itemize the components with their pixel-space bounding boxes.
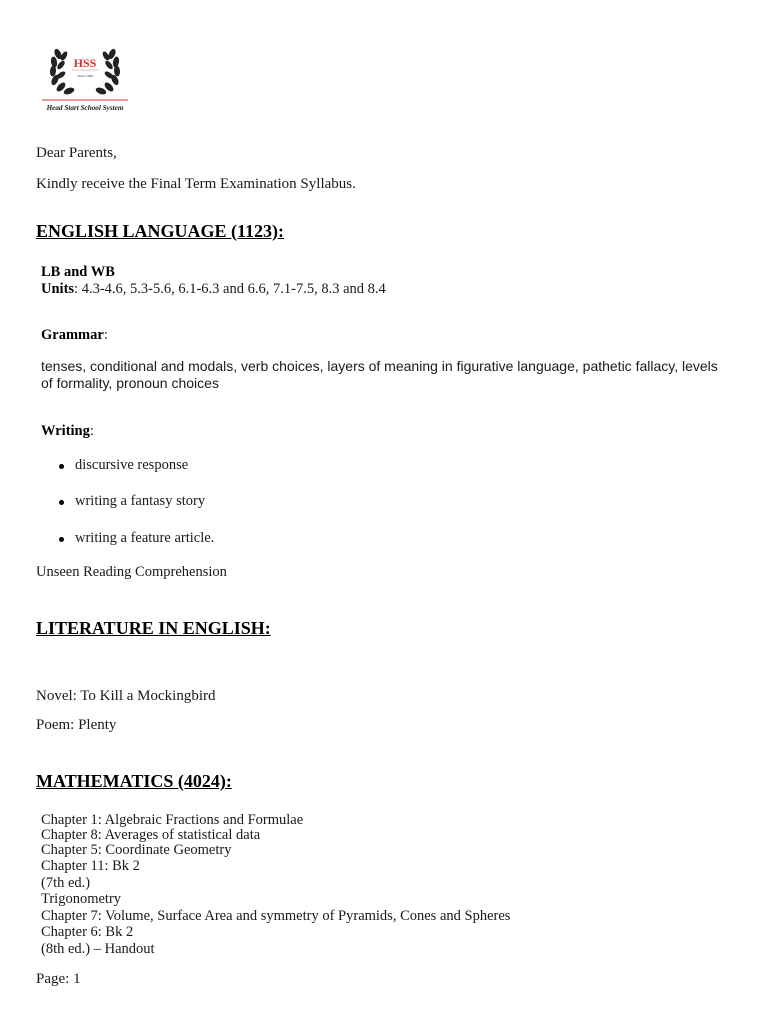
units-value: : 4.3-4.6, 5.3-5.6, 6.1-6.3 and 6.6, 7.1-7.5, 8.3 and 8.4 [74, 281, 386, 297]
greeting: Dear Parents, [36, 145, 117, 161]
logo-initials: HSS [73, 56, 97, 70]
literature-novel: Novel: To Kill a Mockingbird [36, 688, 216, 704]
grammar-colon: : [103, 327, 108, 343]
writing-label: Writing [41, 423, 90, 439]
writing-item: discursive response [75, 457, 189, 473]
english-books: LB and WB [41, 264, 115, 280]
logo-since: Since 1988 [77, 74, 93, 78]
grammar-label: Grammar [41, 327, 104, 343]
mathematics-heading: MATHEMATICS (4024): [36, 771, 232, 791]
writing-item: writing a fantasy story [75, 493, 206, 509]
logo-name: Head Start School System [46, 104, 124, 112]
grammar-label-line [41, 327, 108, 344]
bullet-icon [59, 537, 64, 542]
laurel-wreath-logo-icon [36, 34, 134, 116]
grammar-topics-line-1: tenses, conditional and modals, verb choices, layers of meaning in figurative language, pathetic fallacy, levels [41, 358, 718, 374]
writing-label-line [41, 423, 94, 440]
math-chapter-line: Chapter 7: Volume, Surface Area and symmetry of Pyramids, Cones and Spheres [41, 908, 511, 924]
writing-item: writing a feature article. [75, 530, 215, 546]
math-chapter-line: Chapter 8: Averages of statistical data [41, 827, 261, 843]
grammar-topics-line-2: of formality, pronoun choices [41, 375, 219, 391]
math-chapter-line: (8th ed.) – Handout [41, 941, 155, 957]
math-chapter-line: Chapter 11: Bk 2 [41, 858, 140, 874]
units-label: Units [41, 281, 75, 297]
math-chapter-line: (7th ed.) [41, 875, 91, 891]
bullet-icon [59, 500, 64, 505]
math-chapter-line: Trigonometry [41, 891, 122, 907]
writing-colon: : [89, 423, 94, 439]
literature-heading: LITERATURE IN ENGLISH: [36, 618, 271, 638]
math-chapter-line: Chapter 1: Algebraic Fractions and Formulae [41, 812, 304, 828]
bullet-icon [59, 464, 64, 469]
literature-poem: Poem: Plenty [36, 717, 117, 733]
intro-text: Kindly receive the Final Term Examination Syllabus. [36, 176, 356, 192]
school-logo [36, 34, 134, 116]
unseen-reading: Unseen Reading Comprehension [36, 564, 227, 580]
math-chapter-line: Chapter 6: Bk 2 [41, 924, 134, 940]
math-chapter-line: Chapter 5: Coordinate Geometry [41, 842, 232, 858]
english-heading: ENGLISH LANGUAGE (1123): [36, 221, 285, 241]
english-units [41, 281, 386, 298]
page-number: Page: 1 [36, 971, 81, 987]
